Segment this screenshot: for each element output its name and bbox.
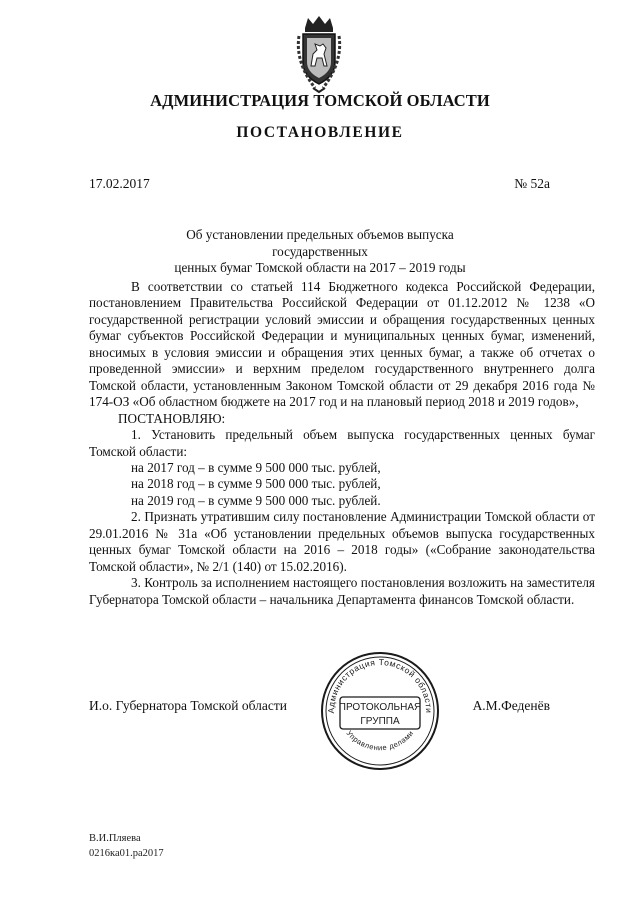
stamp-center-line-1: ПРОТОКОЛЬНАЯ: [338, 702, 422, 713]
item-3-paragraph: 3. Контроль за исполнением настоящего постановления возложить на заместителя Губернатора Томской области – начальника Департамента финансов Томской области.: [89, 575, 595, 607]
year-2019-line: на 2019 год – в сумме 9 500 000 тыс. рублей.: [131, 492, 381, 508]
item-2-paragraph: 2. Признать утратившим силу постановление Администрации Томской области от 29.01.2016 № 31а «Об установлении предельных объемов выпуска государственных ценных бумаг Томской области на 2016 – 2018 годы» («Собрание законодательства Томской области», № 2/1 (140) от 15.02.2016).: [89, 509, 595, 574]
document-number: № 52а: [514, 176, 550, 191]
footer-notes: [89, 832, 164, 861]
year-2018-line: на 2018 год – в сумме 9 500 000 тыс. рублей,: [131, 476, 381, 492]
organization-title: АДМИНИСТРАЦИЯ ТОМСКОЙ ОБЛАСТИ: [150, 91, 490, 110]
coat-of-arms-icon: [293, 14, 345, 94]
year-2017-line: на 2017 год – в сумме 9 500 000 тыс. рублей,: [131, 459, 381, 475]
svg-text:Управление делами: [345, 729, 416, 753]
subject-line-1: Об установлении предельных объемов выпуска государственных: [186, 227, 454, 259]
document-date: 17.02.2017: [89, 176, 150, 191]
decree-word: ПОСТАНОВЛЯЮ:: [118, 410, 226, 426]
stamp-ring-text: Администрация Томской области: [325, 656, 435, 714]
preamble-paragraph: В соответствии со статьей 114 Бюджетного кодекса Российской Федерации, постановлением Правительства Российской Федерации от 01.12.2012 № 1238 «О государственной регистрации условий эмиссии и обращения государственных ценных бумаг субъектов Российской Федерации и муниципальных ценных бумаг, изменений, вносимых в условия эмиссии и обращения этих ценных бумаг, а также об отчетах о проведенной эмиссии» и верхним пределом государственного внутреннего долга Томской области, установленным Законом Томской области от 29 декабря 2016 года № 174-ОЗ «Об областном бюджете на 2017 год и на плановый период 2018 и 2019 годов»,: [89, 279, 595, 410]
stamp-center-line-2: ГРУППА: [360, 716, 400, 727]
document-subject: [140, 227, 500, 277]
stamp-ring-bottom: Управление делами: [344, 728, 416, 753]
signatory-name: А.М.Феденёв: [472, 698, 550, 713]
document-type: ПОСТАНОВЛЕНИЕ: [236, 124, 404, 141]
document-body: [89, 279, 595, 608]
item-1-paragraph: 1. Установить предельный объем выпуска государственных ценных бумаг Томской области:: [89, 427, 595, 459]
footer-author: В.И.Пляева: [89, 833, 141, 844]
footer-file-code: 0216ка01.ра2017: [89, 847, 164, 859]
subject-line-2: ценных бумаг Томской области на 2017 – 2019 годы: [174, 260, 466, 275]
signatory-title: И.о. Губернатора Томской области: [89, 698, 287, 713]
stamp-seal: [318, 649, 442, 773]
